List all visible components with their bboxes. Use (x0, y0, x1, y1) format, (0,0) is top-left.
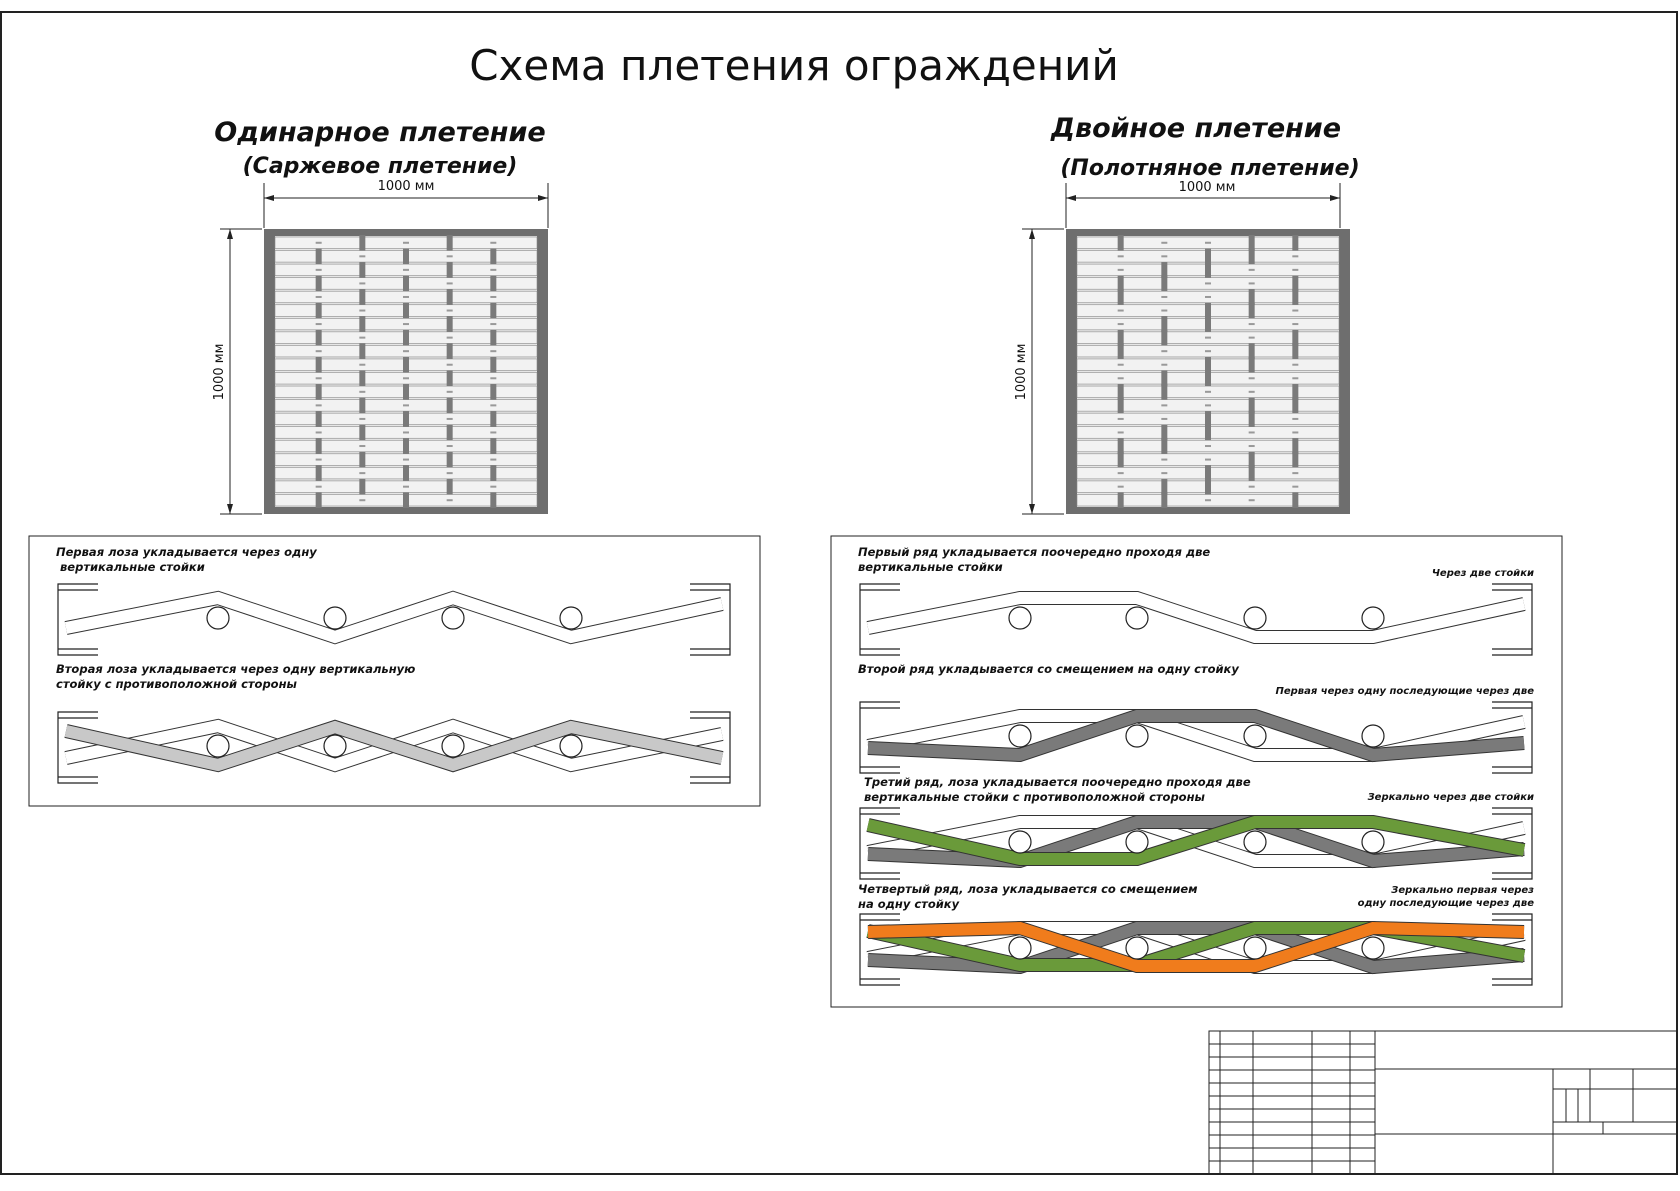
double-panel-post-gap (1292, 269, 1298, 271)
single-panel-post-segment (490, 357, 496, 373)
single-panel-post-segment (403, 276, 409, 292)
single-panel-post-segment (316, 384, 322, 400)
single-panel-post-gap (359, 364, 365, 366)
double-panel-post-gap (1292, 486, 1298, 488)
single-panel-post-gap (359, 499, 365, 501)
double-panel-post-gap (1292, 418, 1298, 420)
double-panel-post-gap (1161, 310, 1167, 312)
single-panel-post-gap (316, 459, 322, 461)
double-panel-post-gap (1118, 418, 1124, 420)
double-panel-post-gap (1118, 269, 1124, 271)
double-step3-caption-2: вертикальные стойки с противоположной стороны (864, 790, 1205, 804)
double-panel-post-segment (1292, 330, 1298, 346)
double-panel-post-gap (1161, 472, 1167, 474)
double-step2-caption-1: Второй ряд укладывается со смещением на одну стойку (858, 662, 1239, 676)
single-panel-post-segment (359, 262, 365, 278)
single-panel-post-gap (359, 391, 365, 393)
single-panel-post-segment (316, 411, 322, 427)
single-panel-post-segment (316, 276, 322, 292)
double-panel-post-gap (1161, 350, 1167, 352)
double-panel-post-gap (1292, 431, 1298, 433)
single-panel-post-gap (447, 255, 453, 257)
single-panel-post-segment (447, 343, 453, 359)
double-panel-post-gap (1292, 310, 1298, 312)
single-panel-post-segment (316, 465, 322, 481)
double-panel-post-gap (1249, 377, 1255, 379)
double-step2-note: Первая через одну последующие через две (1275, 686, 1534, 697)
double-panel-post-gap (1118, 364, 1124, 366)
double-panel-post-segment (1292, 235, 1298, 251)
single-panel-post-segment (316, 249, 322, 265)
double-panel-post-segment (1161, 425, 1167, 441)
double-panel-post-segment (1205, 249, 1211, 265)
double-panel-post-segment (1118, 398, 1124, 414)
double-panel-post-segment (1118, 330, 1124, 346)
single-panel-post-gap (316, 350, 322, 352)
double-panel-post-segment (1249, 465, 1255, 481)
double-panel-post-gap (1292, 472, 1298, 474)
single-panel-post-segment (316, 303, 322, 319)
single-panel-post-segment (403, 357, 409, 373)
single-step2-caption-1: Вторая лоза укладывается через одну вертикальную (56, 662, 416, 676)
single-panel-post-gap (403, 486, 409, 488)
single-panel-post-segment (359, 425, 365, 441)
double-panel-post-gap (1292, 364, 1298, 366)
single-panel-post-segment (490, 276, 496, 292)
double-step1-post (1244, 607, 1266, 629)
double-panel-post-gap (1118, 323, 1124, 325)
double-panel-post-gap (1249, 337, 1255, 339)
double-step2-post (1126, 725, 1148, 747)
single-height-label: 1000 мм (212, 343, 227, 401)
double-panel-post-segment (1205, 411, 1211, 427)
single-panel-post-gap (316, 377, 322, 379)
single-panel-post-segment (359, 452, 365, 468)
double-panel-post-gap (1118, 255, 1124, 257)
double-panel-post-segment (1205, 425, 1211, 441)
double-panel-post-gap (1161, 242, 1167, 244)
single-step1-post (324, 607, 346, 629)
single-panel-post-gap (447, 364, 453, 366)
single-panel-post-segment (316, 357, 322, 373)
single-panel-post-gap (403, 377, 409, 379)
single-panel-post-segment (359, 316, 365, 332)
single-panel-post-segment (403, 492, 409, 508)
double-panel-post-gap (1161, 404, 1167, 406)
single-panel-post-gap (490, 486, 496, 488)
double-step3-post (1244, 831, 1266, 853)
double-panel-post-gap (1205, 404, 1211, 406)
single-panel-post-segment (447, 371, 453, 387)
single-panel-post-segment (403, 303, 409, 319)
single-panel-post-segment (490, 492, 496, 508)
single-panel-post-segment (447, 235, 453, 251)
double-panel-post-segment (1249, 357, 1255, 373)
double-panel-post-gap (1292, 377, 1298, 379)
double-panel-post-gap (1161, 459, 1167, 461)
double-panel-post-gap (1205, 242, 1211, 244)
double-panel-post-segment (1161, 276, 1167, 292)
single-panel-post-gap (490, 296, 496, 298)
double-step2-post (1244, 725, 1266, 747)
double-panel-post-segment (1292, 289, 1298, 305)
single-panel-post-segment (447, 262, 453, 278)
single-panel-post-gap (490, 350, 496, 352)
double-panel-post-segment (1118, 276, 1124, 292)
double-panel-post-segment (1249, 303, 1255, 319)
double-panel-post-segment (1249, 235, 1255, 251)
double-step1-rod (868, 598, 1524, 637)
single-panel-post-segment (359, 398, 365, 414)
single-panel-post-gap (403, 431, 409, 433)
single-panel-drawing (212, 179, 548, 514)
single-panel-post-gap (403, 269, 409, 271)
double-step4-note-2: одну последующие через две (1357, 898, 1534, 909)
double-panel-post-gap (1161, 255, 1167, 257)
single-panel-post-gap (316, 242, 322, 244)
double-height-label: 1000 мм (1014, 343, 1029, 401)
single-panel-post-gap (447, 310, 453, 312)
double-panel-post-segment (1118, 492, 1124, 508)
double-step1-caption-1: Первый ряд укладывается поочередно проходя две (858, 545, 1211, 559)
double-step2-post (1009, 725, 1031, 747)
single-panel-post-gap (490, 404, 496, 406)
single-panel-post-gap (490, 431, 496, 433)
double-width-label: 1000 мм (1178, 180, 1236, 195)
single-panel-post-segment (447, 289, 453, 305)
double-heading: Двойное плетение (1050, 113, 1342, 144)
double-panel-post-segment (1161, 330, 1167, 346)
single-subheading: (Саржевое плетение) (242, 154, 518, 179)
single-panel-post-gap (316, 486, 322, 488)
double-step3-caption-1: Третий ряд, лоза укладывается поочередно проходя две (864, 775, 1251, 789)
single-panel-post-segment (403, 438, 409, 454)
double-panel-post-segment (1205, 371, 1211, 387)
single-panel-post-gap (447, 418, 453, 420)
double-step3-post (1126, 831, 1148, 853)
double-panel-post-segment (1118, 452, 1124, 468)
single-panel-post-gap (403, 323, 409, 325)
single-panel-post-segment (490, 438, 496, 454)
double-panel-post-gap (1118, 377, 1124, 379)
single-panel-post-gap (447, 499, 453, 501)
single-panel-post-gap (403, 404, 409, 406)
double-panel-post-segment (1161, 438, 1167, 454)
single-step2-post (560, 735, 582, 757)
double-panel-post-segment (1118, 343, 1124, 359)
single-panel-post-segment (447, 398, 453, 414)
single-panel-post-segment (359, 343, 365, 359)
single-panel-post-segment (490, 330, 496, 346)
double-step4-note-1: Зеркально первая через (1391, 885, 1534, 896)
single-panel-post-gap (447, 445, 453, 447)
double-panel-post-gap (1205, 459, 1211, 461)
single-heading: Одинарное плетение (214, 117, 546, 148)
single-panel-post-segment (403, 249, 409, 265)
single-step1-post (560, 607, 582, 629)
single-panel-post-segment (490, 384, 496, 400)
double-panel-drawing (1014, 180, 1350, 514)
double-panel-post-gap (1205, 499, 1211, 501)
single-width-label: 1000 мм (377, 179, 435, 194)
double-panel-post-gap (1161, 418, 1167, 420)
single-panel-post-gap (316, 323, 322, 325)
single-step2-post (207, 735, 229, 757)
double-panel-post-segment (1118, 438, 1124, 454)
double-panel-post-segment (1292, 452, 1298, 468)
double-panel-post-segment (1249, 452, 1255, 468)
double-panel-post-segment (1205, 303, 1211, 319)
double-panel-post-gap (1205, 445, 1211, 447)
double-panel-post-gap (1161, 296, 1167, 298)
double-step4-caption-1: Четвертый ряд, лоза укладывается со смещением (858, 882, 1198, 896)
sheet-border (1, 12, 1677, 1174)
single-panel-post-segment (403, 465, 409, 481)
single-panel-post-segment (447, 452, 453, 468)
double-panel-post-segment (1161, 316, 1167, 332)
double-panel-post-gap (1205, 350, 1211, 352)
single-panel-post-segment (447, 425, 453, 441)
single-panel-post-gap (447, 337, 453, 339)
double-panel-post-gap (1249, 431, 1255, 433)
single-panel-post-segment (316, 492, 322, 508)
single-panel-post-gap (490, 377, 496, 379)
single-panel-post-gap (359, 282, 365, 284)
double-panel-post-segment (1205, 479, 1211, 495)
double-panel-post-gap (1205, 282, 1211, 284)
single-panel-post-segment (403, 411, 409, 427)
double-step4-post (1362, 937, 1384, 959)
single-panel-post-segment (403, 330, 409, 346)
page-title: Схема плетения ограждений (469, 41, 1119, 90)
single-panel-post-segment (359, 479, 365, 495)
double-panel-post-gap (1249, 391, 1255, 393)
single-panel-post-gap (359, 472, 365, 474)
double-panel-post-gap (1118, 472, 1124, 474)
double-panel-post-gap (1292, 323, 1298, 325)
double-step4-caption-2: на одну стойку (858, 897, 960, 911)
double-panel-post-gap (1205, 296, 1211, 298)
double-panel-post-gap (1118, 310, 1124, 312)
single-panel-post-gap (359, 337, 365, 339)
double-step1-post (1009, 607, 1031, 629)
double-panel-post-gap (1249, 486, 1255, 488)
single-step1-right-bracket (690, 584, 730, 655)
single-panel-post-gap (359, 310, 365, 312)
double-panel-post-segment (1161, 492, 1167, 508)
single-step2-caption-2: стойку с противоположной стороны (56, 677, 297, 691)
single-panel-post-gap (490, 459, 496, 461)
double-step1-post (1126, 607, 1148, 629)
double-panel-post-gap (1205, 391, 1211, 393)
double-panel-post-gap (1118, 486, 1124, 488)
single-step1-caption-1: Первая лоза укладывается через одну (56, 545, 317, 559)
double-panel-post-segment (1249, 343, 1255, 359)
single-panel-post-gap (359, 255, 365, 257)
single-panel-post-gap (403, 242, 409, 244)
double-step2-post (1362, 725, 1384, 747)
single-panel-post-gap (359, 445, 365, 447)
single-step2-post (324, 735, 346, 757)
single-panel-post-segment (359, 289, 365, 305)
single-panel-post-gap (403, 350, 409, 352)
single-step1-post (207, 607, 229, 629)
single-panel-post-segment (447, 316, 453, 332)
double-panel-post-segment (1205, 262, 1211, 278)
single-panel-post-segment (316, 330, 322, 346)
single-panel-post-gap (359, 418, 365, 420)
double-panel-post-gap (1118, 431, 1124, 433)
single-panel-post-gap (316, 269, 322, 271)
double-panel-post-segment (1292, 438, 1298, 454)
double-step3-post (1362, 831, 1384, 853)
single-panel-post-gap (447, 391, 453, 393)
double-panel-post-segment (1161, 371, 1167, 387)
double-step4-post (1009, 937, 1031, 959)
double-step4-post (1244, 937, 1266, 959)
single-panel-post-segment (490, 303, 496, 319)
single-step1-rod (66, 598, 722, 637)
double-step1-post (1362, 607, 1384, 629)
single-step1-caption-2: вертикальные стойки (56, 560, 205, 574)
single-panel-post-segment (359, 371, 365, 387)
single-panel-post-segment (490, 249, 496, 265)
single-panel-post-gap (316, 431, 322, 433)
single-panel-post-segment (490, 411, 496, 427)
single-panel-post-segment (316, 438, 322, 454)
single-panel-post-segment (403, 384, 409, 400)
double-step3-post (1009, 831, 1031, 853)
single-panel-post-gap (447, 282, 453, 284)
double-step4-post (1126, 937, 1148, 959)
double-panel-post-segment (1249, 249, 1255, 265)
double-step1-right-bracket (1492, 584, 1532, 655)
double-panel-post-gap (1249, 499, 1255, 501)
single-panel-post-segment (359, 235, 365, 251)
double-panel-post-segment (1205, 465, 1211, 481)
double-panel-post-segment (1249, 289, 1255, 305)
single-panel-post-gap (490, 269, 496, 271)
single-panel-post-segment (490, 465, 496, 481)
single-panel-post-gap (447, 472, 453, 474)
single-panel-post-segment (447, 479, 453, 495)
double-panel-post-segment (1118, 384, 1124, 400)
double-panel-post-gap (1249, 269, 1255, 271)
single-panel-post-gap (316, 404, 322, 406)
single-panel-post-gap (490, 323, 496, 325)
double-panel-post-segment (1292, 384, 1298, 400)
double-panel-post-segment (1161, 384, 1167, 400)
double-panel-post-segment (1292, 492, 1298, 508)
double-panel-post-segment (1161, 479, 1167, 495)
single-step1-post (442, 607, 464, 629)
double-panel-post-segment (1249, 398, 1255, 414)
single-panel-post-gap (316, 296, 322, 298)
double-panel-post-segment (1118, 235, 1124, 251)
double-panel-post-segment (1292, 398, 1298, 414)
double-panel-post-gap (1249, 282, 1255, 284)
double-panel-post-gap (1161, 364, 1167, 366)
double-step1-caption-2: вертикальные стойки (858, 560, 1003, 574)
double-step3-note: Зеркально через две стойки (1367, 792, 1534, 803)
double-panel-post-segment (1292, 276, 1298, 292)
double-panel-post-segment (1249, 411, 1255, 427)
double-panel-post-gap (1249, 445, 1255, 447)
double-panel-post-segment (1205, 357, 1211, 373)
single-panel-post-gap (403, 459, 409, 461)
single-panel-post-gap (403, 296, 409, 298)
double-panel-post-segment (1161, 262, 1167, 278)
title-block (1209, 1031, 1677, 1174)
double-step1-note: Через две стойки (1431, 568, 1534, 579)
single-panel-post-gap (490, 242, 496, 244)
double-panel-post-gap (1205, 337, 1211, 339)
single-step2-post (442, 735, 464, 757)
double-panel-post-gap (1292, 255, 1298, 257)
double-panel-post-segment (1205, 316, 1211, 332)
double-panel-post-gap (1249, 323, 1255, 325)
double-subheading: (Полотняное плетение) (1060, 156, 1360, 181)
double-panel-post-segment (1118, 289, 1124, 305)
double-panel-post-segment (1292, 343, 1298, 359)
